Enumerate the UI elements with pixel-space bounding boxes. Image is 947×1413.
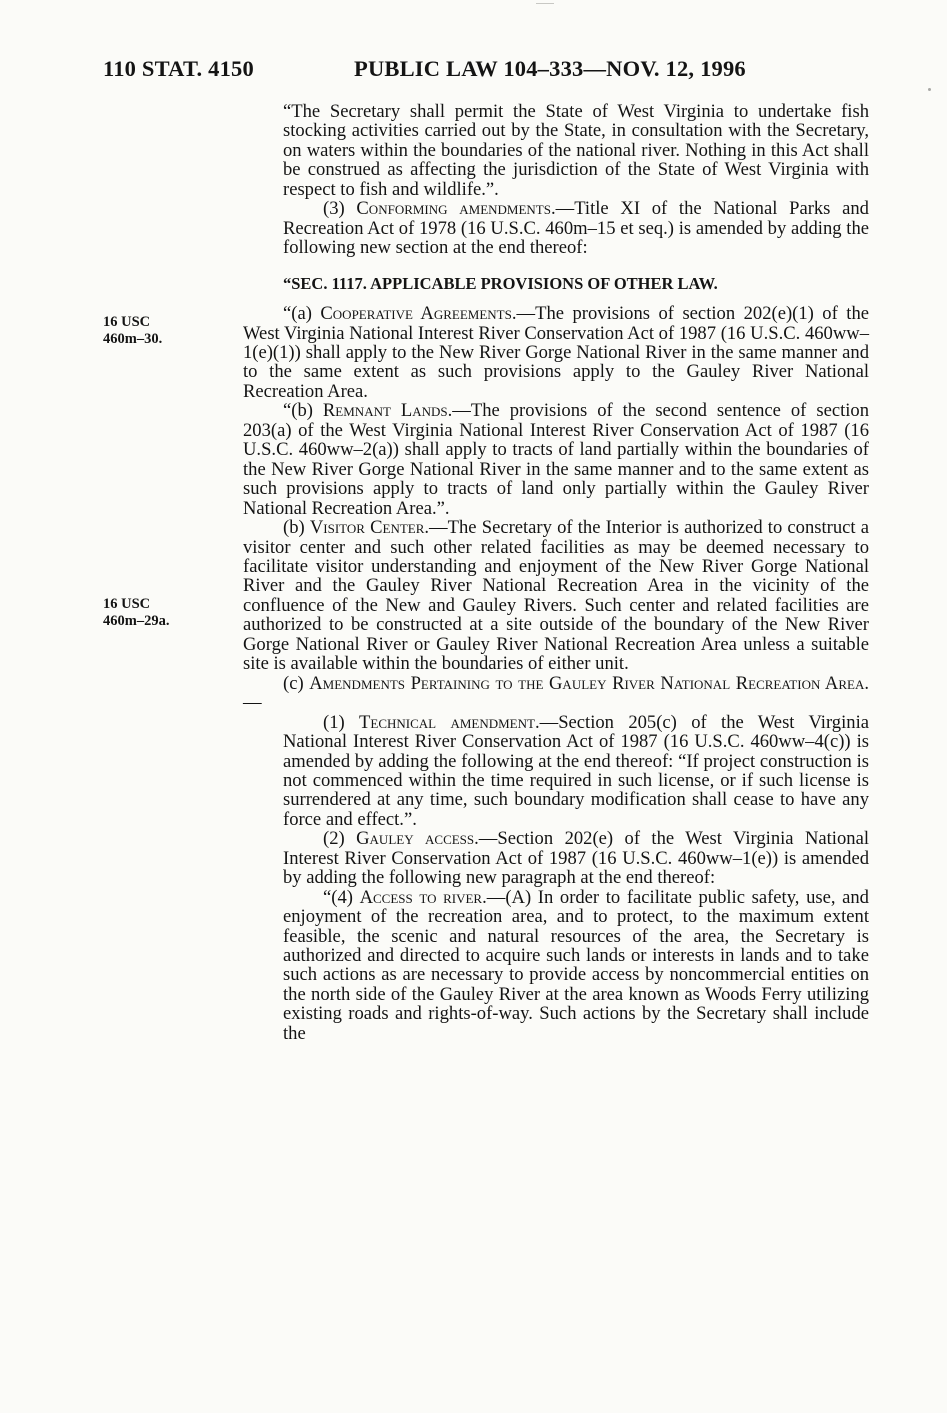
quoted-fish-stocking-provision: “The Secretary shall permit the State of West Virginia to undertake fish stocking activities carried out by the State, in consultation with the Secretary, on waters within the boundaries of the national river. Nothing in this Act shall be construed as affecting the jurisdiction of the State of West Virginia with respect to fish and wildlife.”. <box>283 101 869 200</box>
paragraph-text: .—The Secretary of the Interior is authorized to construct a visitor center and such other related facilities as may be deemed necessary to facilitate visitor understanding and enjoyment of the New River Gorge National River and the Gauley River National Recreation Area in the vicinity of the confluence of the New and Gauley Rivers. Such center and related facilities are authorized to be constructed at a site outside of the boundary of the New River Gorge National River or Gauley River National Recreation Area unless a suitable site is available within the boundaries of either unit. <box>243 517 869 675</box>
stat-page-number: 110 STAT. 4150 <box>103 56 254 81</box>
paragraph-gauley-access <box>283 829 869 887</box>
paragraph-text: .— <box>243 672 869 714</box>
paragraph-lead: (3) <box>323 198 357 220</box>
margin-note-line: 16 USC <box>103 596 151 612</box>
paragraph-heading: Gauley access <box>356 828 475 850</box>
page-title: PUBLIC LAW 104–333—NOV. 12, 1996 <box>354 56 746 81</box>
paragraph-heading: Conforming amendments <box>356 198 551 220</box>
subsection-visitor-center <box>243 518 869 674</box>
paragraph-heading: Access to river <box>359 886 483 908</box>
paragraph-heading: Amendments Pertaining to the Gauley River National Recreation Area <box>309 672 865 694</box>
subsection-cooperative-agreements <box>243 304 869 401</box>
paragraph-text: .—Title XI of the National Parks and Recreation Act of 1978 (16 U.S.C. 460m–15 et seq.) is amended by adding the following new section at the end thereof: <box>283 198 869 259</box>
subsection-remnant-lands <box>243 401 869 518</box>
top-edge-mark <box>536 3 554 4</box>
margin-note-usc-460m-30 <box>103 314 162 348</box>
paragraph-heading: Remnant Lands <box>322 400 448 422</box>
paragraph-conforming-amendments <box>283 199 869 257</box>
paragraph-access-to-river <box>283 888 869 1044</box>
margin-note-line: 460m–30. <box>103 331 163 347</box>
paragraph-text: .—(A) In order to facilitate public safety, use, and enjoyment of the recreation area, and to protect, to the maximum extent feasible, the scenic and natural resources of the area, the Secretary is authorized and directed to acquire such lands or interests in lands and to take such actions as are necessary to provide access by noncommercial entities on the north side of the Gauley River at the area known as Woods Ferry utilizing existing roads and rights-of-way. Such actions by the Secretary shall include the <box>283 886 869 1044</box>
paragraph-lead: “(a) <box>283 303 321 325</box>
margin-note-line: 16 USC <box>103 314 151 330</box>
paragraph-heading: Technical amendment <box>359 711 535 733</box>
subsection-gauley-river-amendments <box>243 674 869 713</box>
paragraph-technical-amendment <box>283 713 869 830</box>
paragraph-text: .—The provisions of section 202(e)(1) of the West Virginia National Interest River Conservation Act of 1987 (16 U.S.C. 460ww–1(e)(1)) shall apply to the New River Gorge National River in the same manner and to the same extent as such provisions apply to the Gauley River National Recreation Area. <box>243 303 869 402</box>
paragraph-lead: (b) <box>283 517 310 539</box>
paragraph-lead: (2) <box>323 828 357 850</box>
body-text <box>243 102 869 1043</box>
paragraph-text: .—Section 202(e) of the West Virginia National Interest River Conservation Act of 1987 (16 U.S.C. 460ww–1(e)) is amended by adding the following new paragraph at the end thereof: <box>283 828 869 889</box>
paragraph-lead: (1) <box>323 711 360 733</box>
paragraph-lead: “(b) <box>283 400 323 422</box>
paragraph-heading: Visitor Center <box>309 517 425 539</box>
paragraph-lead: (c) <box>283 672 310 694</box>
paragraph-heading: Cooperative Agreements <box>320 303 512 325</box>
paragraph-text: .—Section 205(c) of the West Virginia National Interest River Conservation Act of 1987 (16 U.S.C. 460ww–4(c)) is amended by adding the following at the end thereof: “If project construction is not commenced within the time required in such license, or if such license is surrendered at any time, such boundary modification shall cease to have any force and effect.”. <box>283 711 869 830</box>
margin-note-usc-460m-29a <box>103 596 169 630</box>
scan-speck <box>928 88 931 91</box>
paragraph-text: .—The provisions of the second sentence of section 203(a) of the West Virginia National Interest River Conservation Act of 1987 (16 U.S.C. 460ww–2(a)) shall apply to tracts of land partially within the boundaries of the New River Gorge National River in the same manner and to the same extent as such provisions apply to tracts of land only partially within the Gauley River National Recreation Area.”. <box>243 400 869 519</box>
margin-note-line: 460m–29a. <box>103 613 170 629</box>
paragraph-lead: “(4) <box>323 886 360 908</box>
section-heading: “SEC. 1117. APPLICABLE PROVISIONS OF OTHER LAW. <box>283 273 718 293</box>
